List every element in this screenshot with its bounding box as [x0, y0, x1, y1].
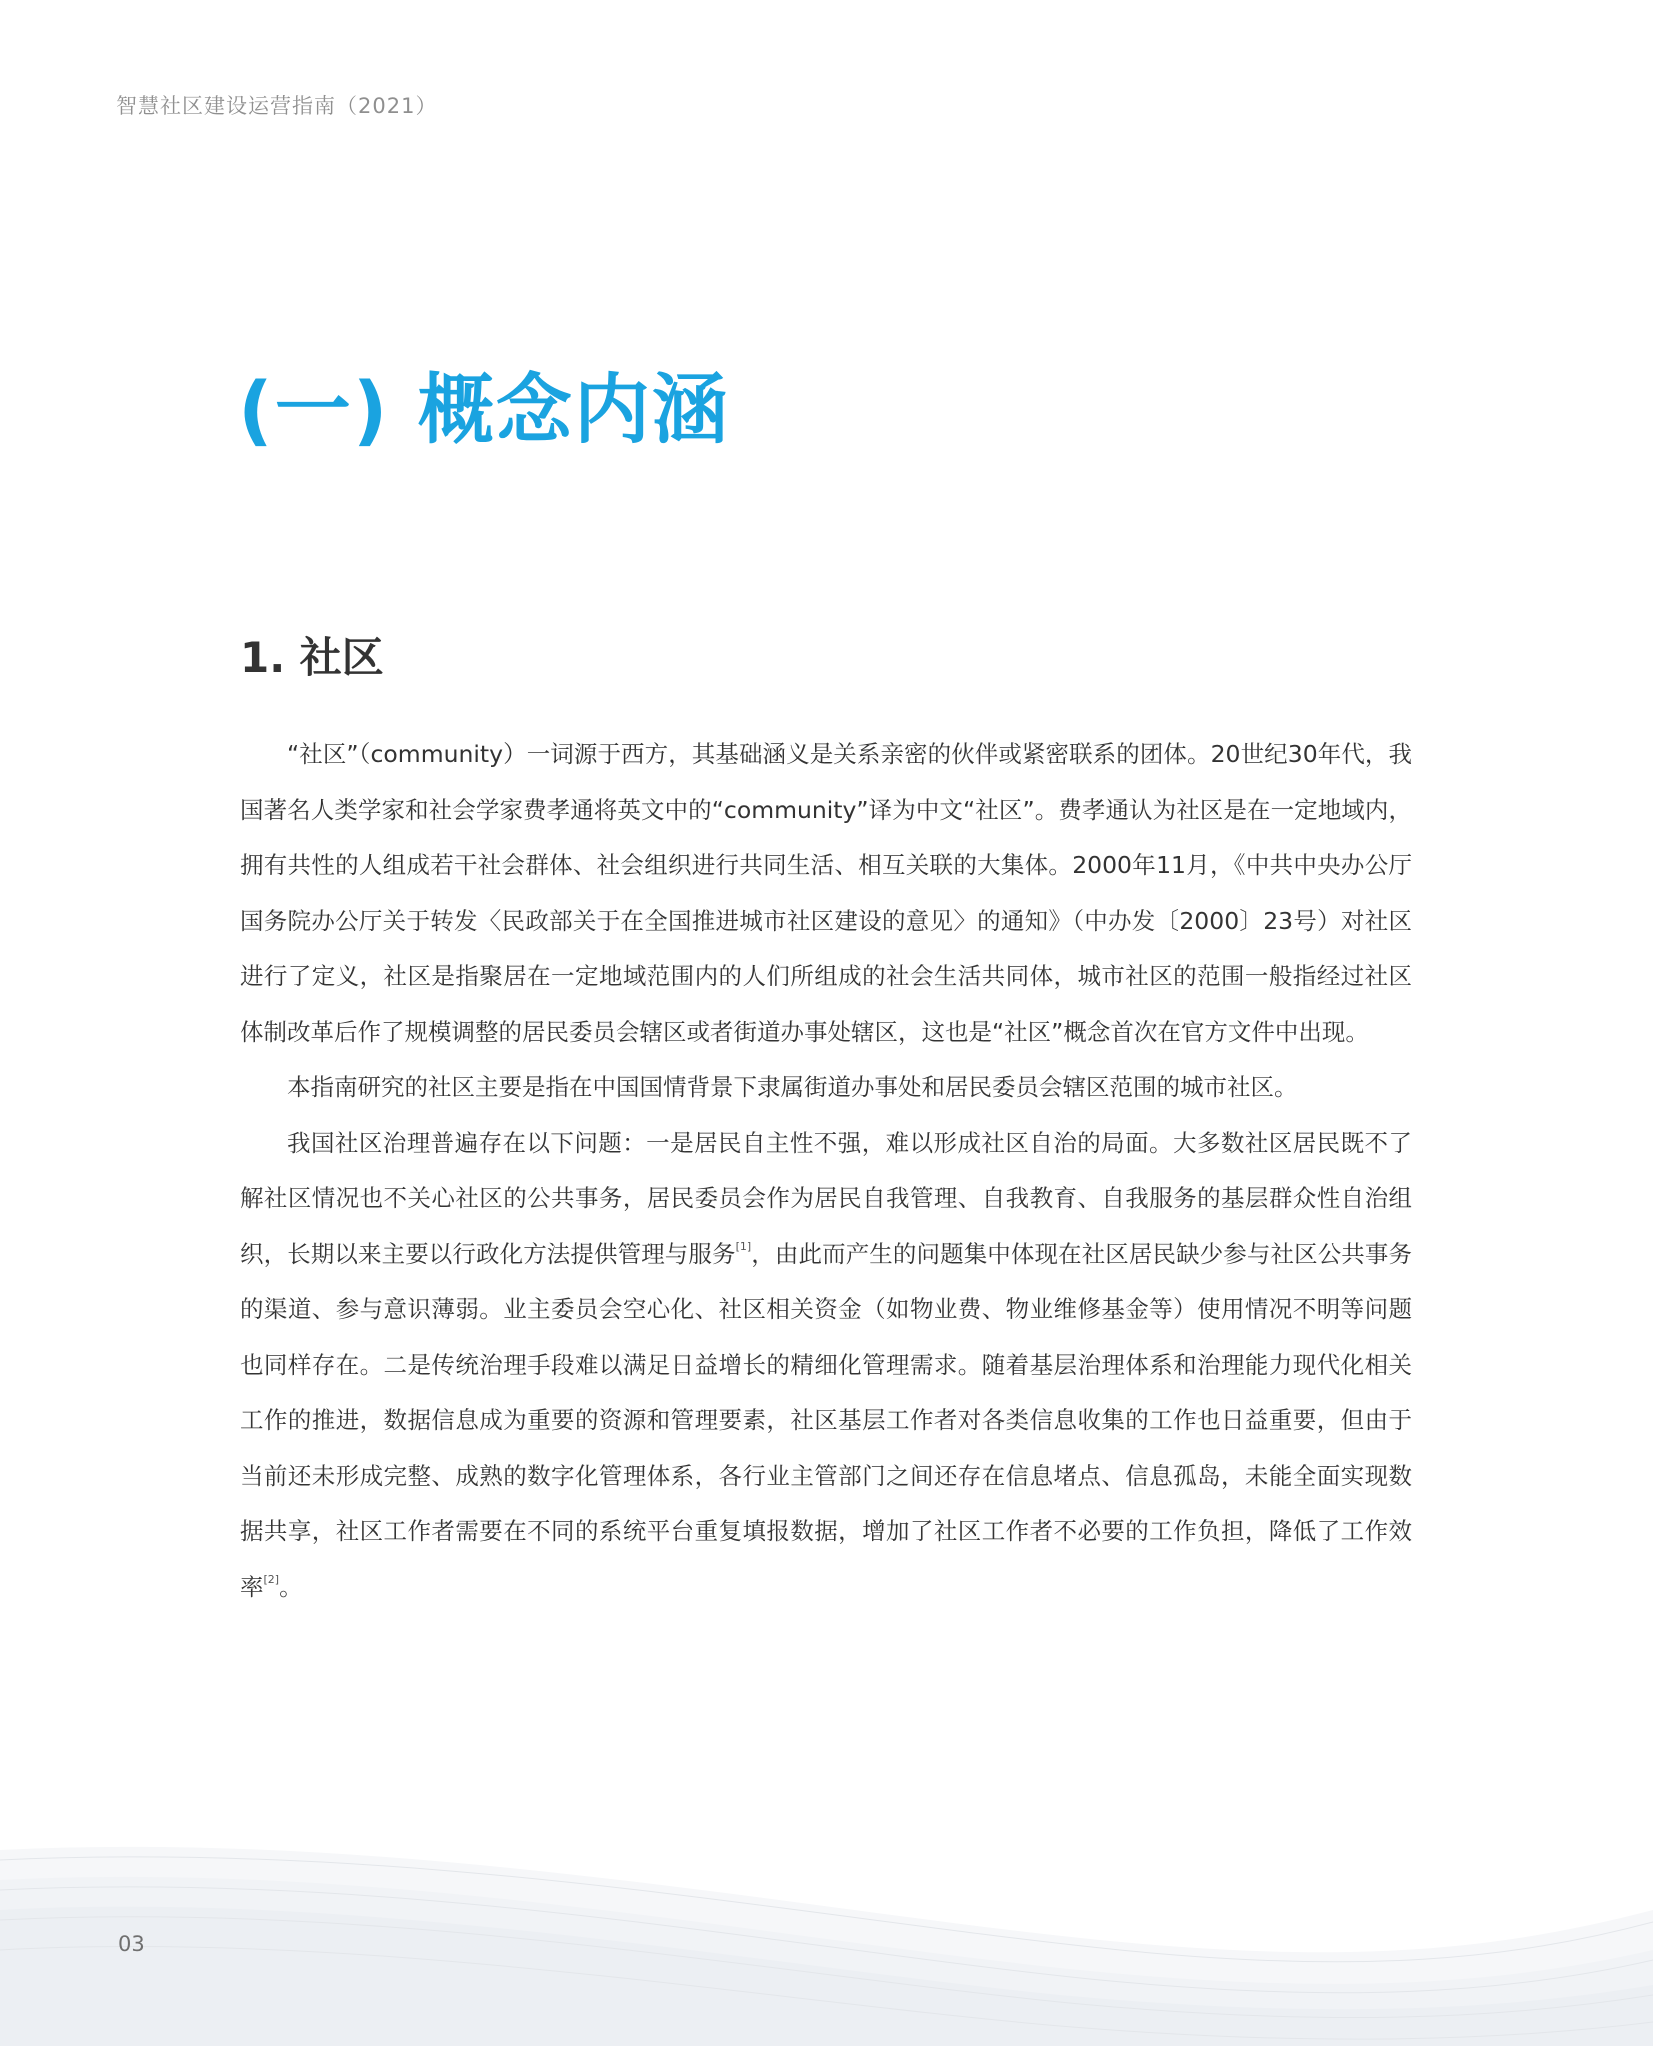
paragraph-governance-issues — [240, 1116, 1412, 1616]
section-title: (一) 概念内涵 — [238, 365, 730, 454]
page-number: 03 — [118, 1932, 145, 1956]
paragraph-community-definition: “社区”（community）一词源于西方，其基础涵义是关系亲密的伙伴或紧密联系的团体。20世纪30年代，我国著名人类学家和社会学家费孝通将英文中的“community”译为中文“社区”。费孝通认为社区是在一定地域内，拥有共性的人组成若干社会群体、社会组织进行共同生活、相互关联的大集体。2000年11月，《中共中央办公厅 国务院办公厅关于转发〈民政部关于在全国推进城市社区建设的意见〉的通知》（中办发〔2000〕23号）对社区进行了定义，社区是指聚居在一定地域范围内的人们所组成的社会生活共同体，城市社区的范围一般指经过社区体制改革后作了规模调整的居民委员会辖区或者街道办事处辖区，这也是“社区”概念首次在官方文件中出现。 — [240, 740, 1412, 1046]
citation-reference[interactable]: [1] — [735, 1239, 752, 1253]
citation-reference[interactable]: [2] — [263, 1572, 280, 1586]
paragraph-text-segment: ，由此而产生的问题集中体现在社区居民缺少参与社区公共事务的渠道、参与意识薄弱。业主委员会空心化、社区相关资金（如物业费、物业维修基金等）使用情况不明等问题也同样存在。二是传统治理手段难以满足日益增长的精细化管理需求。随着基层治理体系和治理能力现代化相关工作的推进，数据信息成为重要的资源和管理要素，社区基层工作者对各类信息收集的工作也日益重要，但由于当前还未形成完整、成熟的数字化管理体系，各行业主管部门之间还存在信息堵点、信息孤岛，未能全面实现数据共享，社区工作者需要在不同的系统平台重复填报数据，增加了社区工作者不必要的工作负担，降低了工作效率 — [240, 1239, 1413, 1601]
paragraph-guide-scope: 本指南研究的社区主要是指在中国国情背景下隶属街道办事处和居民委员会辖区范围的城市社区。 — [287, 1073, 1298, 1101]
decorative-wave-background — [0, 1790, 1653, 2046]
paragraph-text-segment: 。 — [279, 1572, 303, 1601]
paragraph-text-segment: 我国社区治理普遍存在以下问题：一是居民自主性不强，难以形成社区自治的局面。大多数社区居民既不了解社区情况也不关心社区的公共事务，居民委员会作为居民自我管理、自我教育、自我服务的基层群众性自治组织，长期以来主要以行政化方法提供管理与服务 — [240, 1128, 1412, 1268]
body-text — [240, 727, 1412, 1615]
running-header: 智慧社区建设运营指南（2021） — [116, 94, 438, 118]
subsection-title: 1. 社区 — [240, 633, 384, 682]
